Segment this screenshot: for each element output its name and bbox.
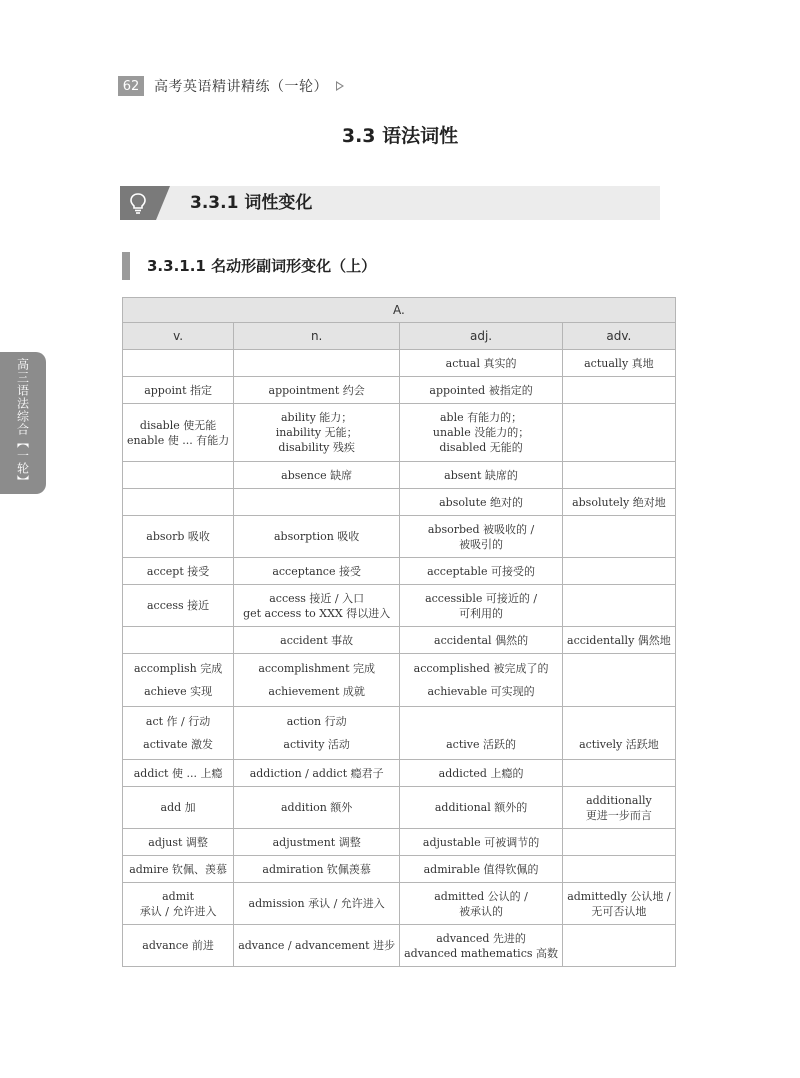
column-header-adjective: adj.: [400, 323, 563, 350]
cell-text: actual 真实的: [445, 356, 517, 370]
cell-text: accomplishment 完成: [258, 661, 375, 675]
cell-text: 被吸引的: [459, 537, 504, 551]
cell-text: absorption 吸收: [274, 530, 360, 543]
adjective-cell: [400, 516, 563, 558]
cell-text: acceptance 接受: [272, 564, 361, 578]
section-title: 3.3.1 词性变化: [190, 193, 313, 213]
side-chapter-tab: [0, 352, 46, 494]
verb-cell: [123, 462, 234, 489]
adjective-cell: [400, 462, 563, 489]
noun-cell: [234, 627, 400, 654]
book-title: 高考英语精讲精练（一轮）: [154, 79, 328, 95]
noun-cell: [234, 350, 400, 377]
table-row: [123, 627, 676, 654]
noun-cell: [234, 856, 400, 883]
noun-cell: [234, 707, 400, 760]
cell-text: adjustable 可被调节的: [422, 835, 540, 849]
adjective-cell: [400, 350, 563, 377]
noun-cell: [234, 654, 400, 707]
cell-text: achievable 可实现的: [427, 685, 535, 699]
cell-text: acceptable 可接受的: [427, 564, 536, 578]
cell-text: admitted 公认的 /: [434, 889, 528, 903]
verb-cell: [123, 856, 234, 883]
cell-text: addiction / addict 瘾君子: [249, 766, 384, 780]
verb-cell: [123, 377, 234, 404]
table-row: [123, 883, 676, 925]
cell-text: action 行动: [286, 714, 347, 728]
cell-text: 更进一步而言: [585, 808, 652, 822]
adverb-cell: [563, 760, 676, 787]
adjective-cell: [400, 856, 563, 883]
table-row: [123, 829, 676, 856]
cell-text: absence 缺席: [281, 468, 353, 482]
cell-text: able 有能力的；: [440, 411, 523, 424]
verb-cell: [123, 760, 234, 787]
adverb-cell: [563, 558, 676, 585]
cell-text: achievement 成就: [268, 685, 365, 699]
cell-text: actually 真地: [584, 356, 654, 370]
table-row: [123, 654, 676, 707]
cell-text: appointment 约会: [268, 383, 365, 397]
verb-cell: [123, 558, 234, 585]
page-number: 62: [118, 76, 144, 96]
cell-text: unable 没能力的；: [432, 426, 530, 439]
cell-text: addition 额外: [281, 801, 353, 814]
cell-text: enable 使 ... 有能力: [127, 433, 230, 447]
cell-text: act 作 / 行动: [145, 714, 211, 728]
table-row: [123, 489, 676, 516]
table-row: [123, 377, 676, 404]
cell-text: 被承认的: [459, 904, 504, 918]
cell-text: absorb 吸收: [146, 530, 210, 543]
cell-text: admit: [162, 889, 195, 903]
table-row: [123, 585, 676, 627]
cell-text: advanced mathematics 高数: [404, 946, 559, 960]
adverb-cell: [563, 654, 676, 707]
verb-cell: [123, 585, 234, 627]
adjective-cell: [400, 404, 563, 462]
cell-text: add 加: [160, 801, 196, 814]
cell-text: absolute 绝对的: [439, 495, 524, 509]
cell-text: accidentally 偶然地: [567, 633, 671, 647]
adverb-cell: [563, 707, 676, 760]
cell-text: absent 缺席的: [444, 468, 518, 482]
cell-text: actively 活跃地: [579, 738, 659, 752]
noun-cell: [234, 462, 400, 489]
cell-text: accomplish 完成: [133, 661, 223, 675]
cell-text: access 接近: [147, 599, 210, 612]
cell-text: accomplished 被完成了的: [413, 661, 549, 675]
page-header: [118, 76, 344, 96]
cell-text: [404, 714, 558, 729]
verb-cell: [123, 489, 234, 516]
adjective-cell: [400, 787, 563, 829]
noun-cell: [234, 925, 400, 967]
column-header-verb: v.: [123, 323, 234, 350]
lightbulb-icon: [120, 186, 156, 220]
table-row: [123, 707, 676, 760]
adjective-cell: [400, 654, 563, 707]
adverb-cell: [563, 462, 676, 489]
cell-text: adjust 调整: [148, 835, 208, 849]
cell-text: advance / advancement 进步: [238, 939, 396, 952]
cell-text: admission 承认 / 允许进入: [248, 897, 385, 910]
cell-text: accessible 可接近的 /: [425, 591, 538, 605]
cell-text: 可利用的: [459, 606, 504, 620]
cell-text: accept 接受: [146, 564, 210, 578]
table-row: [123, 462, 676, 489]
adjective-cell: [400, 925, 563, 967]
cell-text: appointed 被指定的: [429, 383, 533, 397]
adjective-cell: [400, 377, 563, 404]
side-tab-label: 高三语法综合【一轮】: [15, 358, 30, 488]
cell-text: get access to XXX 得以进入: [243, 606, 391, 620]
table-group-label: A.: [123, 298, 676, 323]
cell-text: ability 能力；: [281, 411, 353, 424]
cell-text: addict 使 ... 上瘾: [133, 766, 223, 780]
adverb-cell: [563, 489, 676, 516]
adverb-cell: [563, 585, 676, 627]
table-row: [123, 516, 676, 558]
column-header-noun: n.: [234, 323, 400, 350]
table-row: [123, 558, 676, 585]
adverb-cell: [563, 883, 676, 925]
cell-text: disable 使无能: [139, 418, 217, 432]
verb-cell: [123, 404, 234, 462]
table-row: [123, 925, 676, 967]
verb-cell: [123, 627, 234, 654]
verb-cell: [123, 654, 234, 707]
adverb-cell: [563, 627, 676, 654]
verb-cell: [123, 516, 234, 558]
verb-cell: [123, 829, 234, 856]
adjective-cell: [400, 829, 563, 856]
cell-text: admirable 值得钦佩的: [423, 862, 539, 876]
cell-text: achieve 实现: [144, 685, 213, 699]
verb-cell: [123, 925, 234, 967]
cell-text: appoint 指定: [144, 383, 212, 397]
noun-cell: [234, 489, 400, 516]
table-row: [123, 760, 676, 787]
table-row: [123, 404, 676, 462]
vocabulary-table: [122, 297, 676, 967]
cell-text: disability 残疾: [278, 441, 355, 454]
noun-cell: [234, 829, 400, 856]
adjective-cell: [400, 489, 563, 516]
cell-text: admiration 钦佩羡慕: [262, 862, 371, 876]
column-header-adverb: adv.: [563, 323, 676, 350]
cell-text: absolutely 绝对地: [572, 495, 666, 509]
verb-cell: [123, 707, 234, 760]
noun-cell: [234, 404, 400, 462]
noun-cell: [234, 558, 400, 585]
adjective-cell: [400, 707, 563, 760]
cell-text: absorbed 被吸收的 /: [427, 522, 535, 536]
cell-text: admittedly 公认地 /: [567, 889, 671, 903]
chapter-title: 3.3 语法词性: [341, 125, 459, 147]
cell-text: [567, 714, 671, 729]
noun-cell: [234, 585, 400, 627]
cell-text: additional 额外的: [434, 801, 528, 814]
adverb-cell: [563, 925, 676, 967]
cell-text: admire 钦佩、羡慕: [129, 862, 228, 876]
adverb-cell: [563, 829, 676, 856]
table-row: [123, 856, 676, 883]
cell-text: access 接近 / 入口: [269, 591, 365, 605]
adverb-cell: [563, 404, 676, 462]
adverb-cell: [563, 787, 676, 829]
subsection-title: 3.3.1.1 名动形副词形变化（上）: [147, 257, 377, 275]
cell-text: additionally: [586, 793, 652, 807]
cell-text: accidental 偶然的: [434, 633, 529, 647]
cell-text: addicted 上瘾的: [438, 766, 524, 780]
adverb-cell: [563, 377, 676, 404]
adjective-cell: [400, 585, 563, 627]
noun-cell: [234, 516, 400, 558]
verb-cell: [123, 883, 234, 925]
noun-cell: [234, 883, 400, 925]
cell-text: activity 活动: [283, 738, 350, 752]
cell-text: activate 激发: [143, 738, 214, 752]
table-row: [123, 350, 676, 377]
verb-cell: [123, 350, 234, 377]
table-row: [123, 787, 676, 829]
adjective-cell: [400, 627, 563, 654]
cell-text: inability 无能；: [275, 426, 358, 439]
noun-cell: [234, 787, 400, 829]
subsection-marker: [122, 252, 130, 280]
play-arrow-icon: [336, 81, 344, 91]
table-header-row: [123, 323, 676, 350]
cell-text: 无可否认地: [591, 904, 647, 918]
cell-text: advanced 先进的: [436, 931, 526, 945]
noun-cell: [234, 760, 400, 787]
adjective-cell: [400, 558, 563, 585]
cell-text: disabled 无能的: [439, 441, 523, 454]
adjective-cell: [400, 760, 563, 787]
cell-text: advance 前进: [142, 939, 214, 952]
adverb-cell: [563, 516, 676, 558]
cell-text: adjustment 调整: [272, 835, 361, 849]
cell-text: 承认 / 允许进入: [139, 904, 217, 918]
adverb-cell: [563, 856, 676, 883]
adverb-cell: [563, 350, 676, 377]
cell-text: active 活跃的: [446, 738, 516, 752]
section-banner: [120, 186, 660, 220]
adjective-cell: [400, 883, 563, 925]
verb-cell: [123, 787, 234, 829]
cell-text: accident 事故: [280, 633, 354, 647]
noun-cell: [234, 377, 400, 404]
